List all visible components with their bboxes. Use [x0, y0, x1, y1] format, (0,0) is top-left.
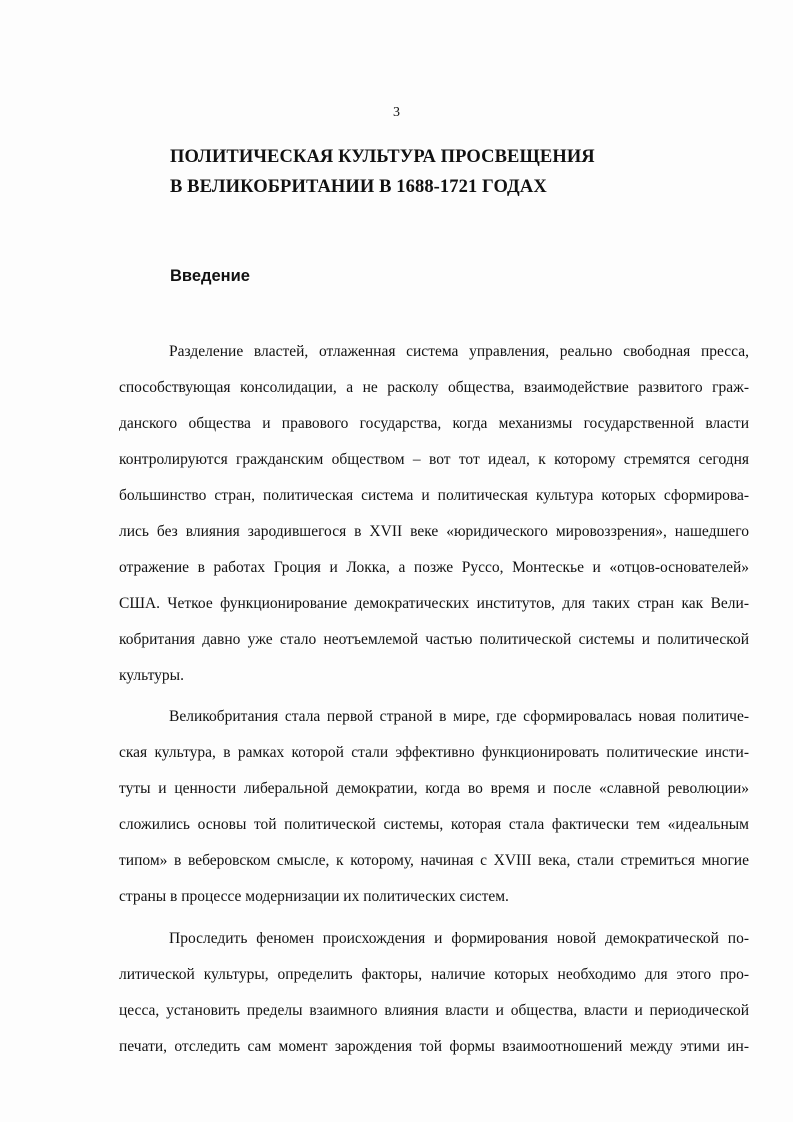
paragraph-1-line-9: кобритания давно уже стало неотъемлемой частью политической системы и политической [119, 631, 749, 648]
paragraph-3-line-4: печати, отследить сам момент зарождения той формы взаимоотношений между этими ин- [119, 1038, 749, 1055]
paragraph-2-line-6: страны в процессе модернизации их политических систем. [119, 888, 509, 905]
paragraph-1-line-2: способствующая консолидации, а не расколу общества, взаимодействие развитого граж- [119, 379, 749, 396]
paragraph-3-line-2: литической культуры, определить факторы, наличие которых необходимо для этого про- [119, 966, 749, 983]
page-number: 3 [393, 105, 400, 120]
paragraph-1-line-4: контролируются гражданским обществом – вот тот идеал, к которому стремятся сегодня [119, 451, 749, 468]
paragraph-2-line-3: туты и ценности либеральной демократии, когда во время и после «славной революции» [119, 780, 749, 797]
paragraph-2-line-5: типом» в веберовском смысле, к которому, начиная с XVIII века, стали стремиться многие [119, 852, 749, 869]
body-text [119, 334, 749, 1065]
paragraph-1-line-5: большинство стран, политическая система и политическая культура которых сформирова- [119, 487, 749, 504]
paragraph-3-line-3: цесса, установить пределы взаимного влияния власти и общества, власти и периодической [119, 1002, 749, 1019]
paragraph-1-line-7: отражение в работах Гроция и Локка, а позже Руссо, Монтескье и «отцов-основателей» [119, 559, 749, 576]
paragraph-2-line-4: сложились основы той политической системы, которая стала фактически тем «идеальным [119, 816, 749, 833]
paragraph-1-line-1: Разделение властей, отлаженная система управления, реально свободная пресса, [169, 343, 749, 360]
paragraph-2-line-2: ская культура, в рамках которой стали эффективно функционировать политические инсти- [119, 744, 749, 761]
page-title [170, 142, 595, 202]
paragraph-1-line-8: США. Четкое функционирование демократических институтов, для таких стран как Вели- [119, 595, 749, 612]
paragraph-1-line-6: лись без влияния зародившегося в XVII веке «юридического мировоззрения», нашедшего [119, 523, 749, 540]
paragraph-3-line-1: Проследить феномен происхождения и формирования новой демократической по- [169, 930, 749, 947]
paragraph-1-line-3: данского общества и правового государства, когда механизмы государственной власти [119, 415, 749, 432]
title-line-1: ПОЛИТИЧЕСКАЯ КУЛЬТУРА ПРОСВЕЩЕНИЯ [170, 147, 595, 167]
paragraph-1-line-10: культуры. [119, 667, 184, 684]
section-heading: Введение [170, 267, 250, 285]
paragraph-2-line-1: Великобритания стала первой страной в мире, где сформировалась новая политиче- [169, 708, 749, 725]
title-line-2: В ВЕЛИКОБРИТАНИИ В 1688-1721 ГОДАХ [170, 177, 547, 197]
